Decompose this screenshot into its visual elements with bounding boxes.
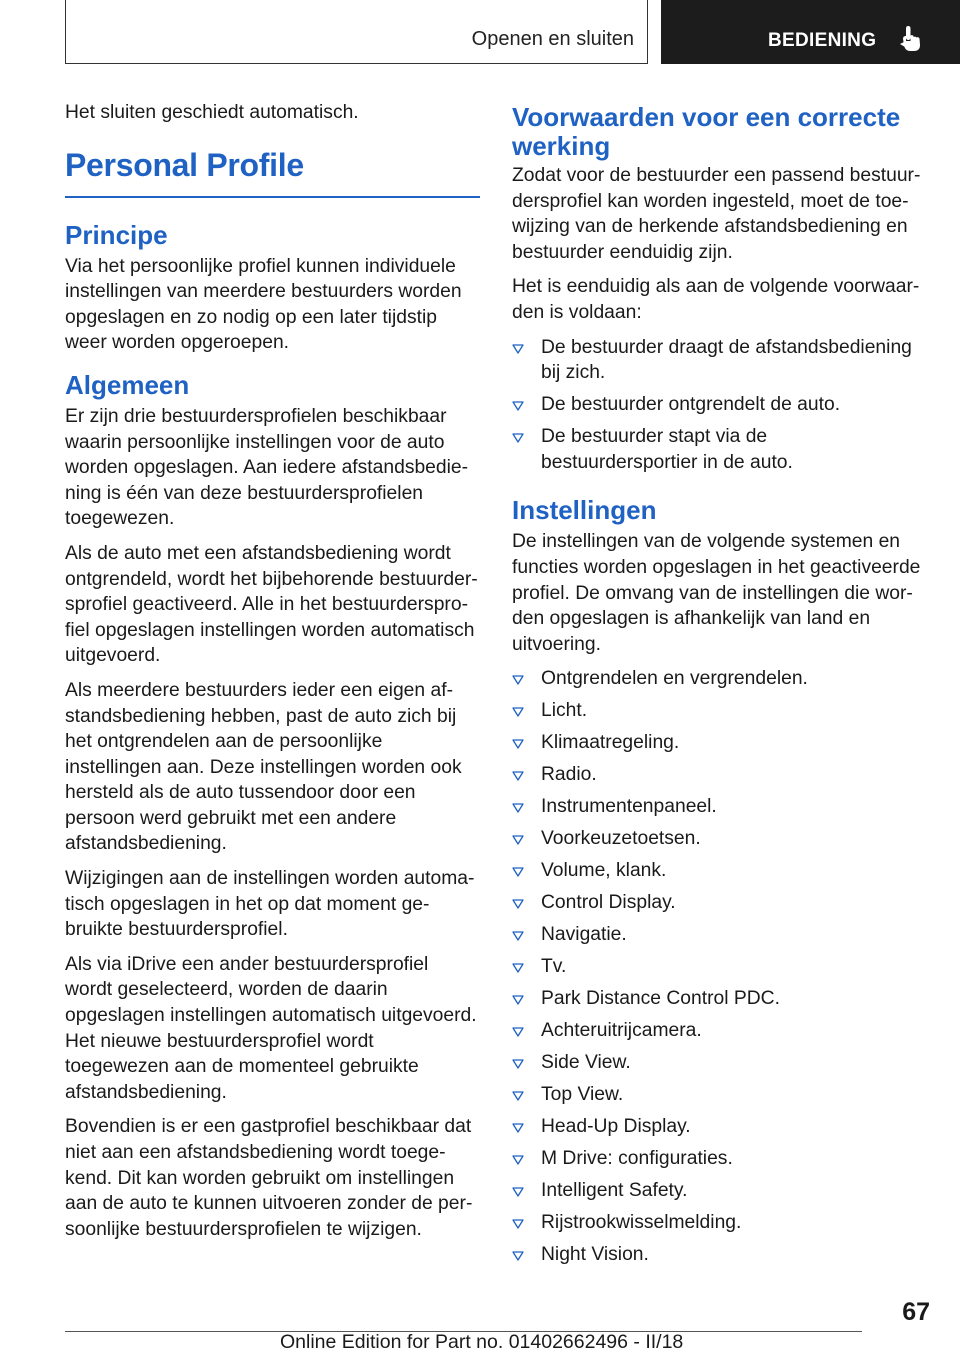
list-item bbox=[512, 1242, 927, 1268]
triangle-bullet-icon bbox=[512, 835, 524, 845]
left-column bbox=[65, 100, 480, 1251]
list-item-text: Voorkeuzetoetsen. bbox=[541, 828, 701, 850]
list-item-text: Control Display. bbox=[541, 892, 676, 914]
list-item bbox=[512, 1178, 927, 1204]
list-item bbox=[512, 335, 927, 386]
triangle-bullet-icon bbox=[512, 739, 524, 749]
list-item bbox=[512, 1082, 927, 1108]
list-item bbox=[512, 1114, 927, 1140]
general-paragraph: Er zijn drie bestuurdersprofielen beschikbaar waarin persoonlijke instellingen voor de auto worden opgeslagen. Aan iedere afstandsbediening is één van deze bestuurdersprofielen toegewezen. bbox=[65, 405, 469, 530]
triangle-bullet-icon bbox=[512, 1059, 524, 1069]
list-item-text: De bestuurder ontgrendelt de auto. bbox=[541, 394, 841, 416]
settings-list bbox=[512, 666, 927, 1267]
list-item bbox=[512, 954, 927, 980]
right-column bbox=[512, 100, 927, 1274]
list-item bbox=[512, 858, 927, 884]
list-item-text: De bestuurder draagt de afstandsbediening bij zich. bbox=[541, 336, 912, 384]
settings-paragraph: De instellingen van de volgende systemen en functies worden opgeslagen in het geactiveerde profiel. De omvang van de instellingen die worden opgeslagen is afhankelijk van land en uitvoering. bbox=[512, 531, 921, 655]
list-item-text: Achteruitrijcamera. bbox=[541, 1020, 702, 1042]
title-rule bbox=[65, 196, 480, 198]
principle-heading: Principe bbox=[65, 219, 168, 250]
list-item bbox=[512, 890, 927, 916]
list-item-text: Tv. bbox=[541, 956, 567, 978]
list-item bbox=[512, 922, 927, 948]
page-number: 67 bbox=[902, 1298, 930, 1326]
chapter-tab[interactable] bbox=[661, 0, 960, 64]
triangle-bullet-icon bbox=[512, 1091, 524, 1101]
conditions-paragraph: Het is eenduidig als aan de volgende voorwaarden is voldaan: bbox=[512, 276, 920, 323]
triangle-bullet-icon bbox=[512, 401, 524, 411]
triangle-bullet-icon bbox=[512, 433, 524, 443]
list-item bbox=[512, 1210, 927, 1236]
intro-text: Het sluiten geschiedt automatisch. bbox=[65, 102, 359, 123]
hand-pointer-icon bbox=[899, 25, 925, 53]
general-paragraph: Als meerdere bestuurders ieder een eigen afstandsbediening hebben, past de auto zich bij het ontgrendelen aan de persoonlijke instellingen aan. Deze instellingen worden ook hersteld als de auto tussendoor door een persoon werd gebruikt met een andere afstandsbediening. bbox=[65, 679, 462, 855]
list-item-text: Ontgrendelen en vergrendelen. bbox=[541, 668, 808, 690]
triangle-bullet-icon bbox=[512, 1027, 524, 1037]
general-heading: Algemeen bbox=[65, 369, 190, 400]
triangle-bullet-icon bbox=[512, 963, 524, 973]
list-item bbox=[512, 794, 927, 820]
list-item bbox=[512, 392, 927, 418]
triangle-bullet-icon bbox=[512, 803, 524, 813]
list-item bbox=[512, 424, 927, 475]
general-paragraph: Als de auto met een afstandsbediening wordt ontgrendeld, wordt het bijbehorende bestuurdersprofiel geactiveerd. Alle in het bestuurdersprofiel opgeslagen instellingen worden automatisch uitgevoerd. bbox=[65, 542, 478, 667]
list-item bbox=[512, 826, 927, 852]
triangle-bullet-icon bbox=[512, 1123, 524, 1133]
edition-text: Online Edition for Part no. 01402662496 - II/18 bbox=[280, 1331, 684, 1353]
page-title: Personal Profile bbox=[65, 146, 304, 183]
list-item-text: Night Vision. bbox=[541, 1244, 649, 1265]
list-item-text: Side View. bbox=[541, 1052, 631, 1074]
list-item-text: Radio. bbox=[541, 764, 597, 786]
conditions-list bbox=[512, 335, 927, 476]
triangle-bullet-icon bbox=[512, 707, 524, 717]
list-item bbox=[512, 1018, 927, 1044]
list-item-text: Klimaatregeling. bbox=[541, 732, 680, 754]
triangle-bullet-icon bbox=[512, 1187, 524, 1197]
list-item-text: Park Distance Control PDC. bbox=[541, 988, 780, 1010]
conditions-paragraph: Zodat voor de bestuurder een passend bestuurdersprofiel kan worden ingesteld, moet de toewijzing van de herkende afstandsbediening en bestuurder eenduidig zijn. bbox=[512, 165, 921, 263]
list-item bbox=[512, 1146, 927, 1172]
triangle-bullet-icon bbox=[512, 1251, 524, 1261]
list-item-text: Head-Up Display. bbox=[541, 1116, 691, 1138]
general-paragraph: Als via iDrive een ander bestuurdersprofiel wordt geselecteerd, worden de daarin opgeslagen instellingen automatisch uitgevoerd. Het nieuwe bestuurdersprofiel wordt toegewezen aan de momenteel gebruikte afstandsbediening. bbox=[65, 953, 477, 1103]
triangle-bullet-icon bbox=[512, 931, 524, 941]
list-item-text: Volume, klank. bbox=[541, 860, 667, 882]
list-item-text: Instrumentenpaneel. bbox=[541, 796, 717, 818]
triangle-bullet-icon bbox=[512, 899, 524, 909]
triangle-bullet-icon bbox=[512, 675, 524, 685]
triangle-bullet-icon bbox=[512, 344, 524, 354]
chapter-tab-label: BEDIENING bbox=[768, 30, 877, 51]
triangle-bullet-icon bbox=[512, 1155, 524, 1165]
settings-heading: Instellingen bbox=[512, 495, 657, 526]
general-paragraph: Wijzigingen aan de instellingen worden automatisch opgeslagen in het op dat moment gebruikte bestuurdersprofiel. bbox=[65, 868, 475, 941]
principle-text: Via het persoonlijke profiel kunnen individuele instellingen van meerdere bestuurders worden opgeslagen en zo nodig op een later tijdstip weer worden opgeroepen. bbox=[65, 255, 462, 354]
list-item bbox=[512, 730, 927, 756]
list-item bbox=[512, 1050, 927, 1076]
list-item-text: M Drive: configuraties. bbox=[541, 1148, 733, 1170]
triangle-bullet-icon bbox=[512, 1219, 524, 1229]
list-item bbox=[512, 698, 927, 724]
list-item bbox=[512, 762, 927, 788]
conditions-heading: Voorwaarden voor een correcte werking bbox=[512, 102, 901, 161]
list-item-text: Navigatie. bbox=[541, 924, 627, 946]
list-item bbox=[512, 666, 927, 692]
list-item-text: Intelligent Safety. bbox=[541, 1180, 688, 1202]
list-item-text: Rijstrookwisselmelding. bbox=[541, 1212, 742, 1234]
triangle-bullet-icon bbox=[512, 771, 524, 781]
section-title: Openen en sluiten bbox=[471, 28, 634, 50]
list-item-text: Top View. bbox=[541, 1084, 624, 1106]
list-item-text: De bestuurder stapt via de bestuurdersportier in de auto. bbox=[541, 426, 793, 473]
general-paragraph: Bovendien is er een gastprofiel beschikbaar dat niet aan een afstandsbediening wordt toegekend. Dit kan worden gebruikt om instellingen aan de auto te kunnen uitvoeren zonder de persoonlijke bestuurdersprofielen te wijzigen. bbox=[65, 1116, 473, 1240]
list-item-text: Licht. bbox=[541, 700, 588, 722]
list-item bbox=[512, 986, 927, 1012]
triangle-bullet-icon bbox=[512, 995, 524, 1005]
triangle-bullet-icon bbox=[512, 867, 524, 877]
